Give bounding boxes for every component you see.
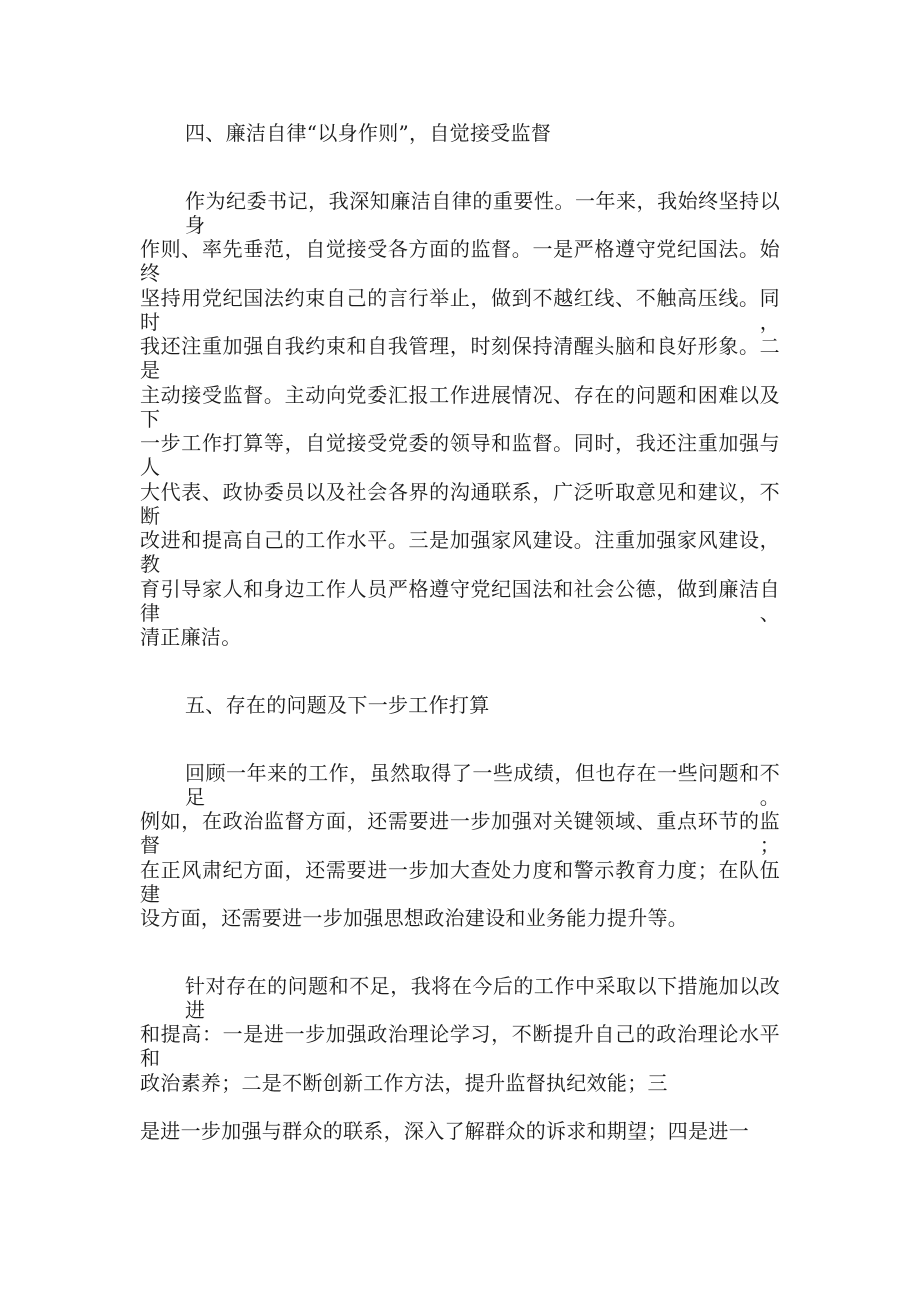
section-5-para-2-line-1: 针对存在的问题和不足，我将在今后的工作中采取以下措施加以改进 [185, 974, 780, 1022]
section-4-para-line-2: 作则、率先垂范，自觉接受各方面的监督。一是严格遵守党纪国法。始终 [140, 237, 780, 285]
section-5-para-2-line-3: 政治素养；二是不断创新工作方法，提升监督执纪效能；三 [140, 1071, 668, 1095]
section-4-para-line-3: 坚持用党纪国法约束自己的言行举止，做到不越红线、不触高压线。同时， [140, 286, 780, 334]
section-5-para-1-line-1: 回顾一年来的工作，虽然取得了一些成绩，但也存在一些问题和不足。 [185, 761, 780, 809]
section-5-para-2-line-2: 和提高：一是进一步加强政治理论学习，不断提升自己的政治理论水平和 [140, 1022, 780, 1070]
section-5-para-1-line-4: 设方面，还需要进一步加强思想政治建设和业务能力提升等。 [140, 906, 689, 930]
section-4-heading: 四、廉洁自律“以身作则”，自觉接受监督 [185, 121, 552, 145]
section-4-para-line-6: 一步工作打算等，自觉接受党委的领导和监督。同时，我还注重加强与人 [140, 431, 780, 479]
section-4-para-line-4: 我还注重加强自我约束和自我管理，时刻保持清醒头脑和良好形象。二是 [140, 334, 780, 382]
section-5-para-1-line-3: 在正风肃纪方面，还需要进一步加大查处力度和警示教育力度；在队伍建 [140, 858, 780, 906]
section-5-para-2-line-4: 是进一步加强与群众的联系，深入了解群众的诉求和期望；四是进一 [140, 1119, 749, 1143]
section-4-para-line-5: 主动接受监督。主动向党委汇报工作进展情况、存在的问题和困难以及下 [140, 383, 780, 431]
section-4-para-line-1: 作为纪委书记，我深知廉洁自律的重要性。一年来，我始终坚持以身 [185, 189, 780, 237]
section-4-para-line-8: 改进和提高自己的工作水平。三是加强家风建设。注重加强家风建设，教 [140, 528, 780, 576]
section-4-para-line-9: 育引导家人和身边工作人员严格遵守党纪国法和社会公德，做到廉洁自律、 [140, 577, 780, 625]
section-5-heading: 五、存在的问题及下一步工作打算 [185, 693, 490, 717]
section-5-para-1-line-2: 例如，在政治监督方面，还需要进一步加强对关键领域、重点环节的监督； [140, 809, 780, 857]
section-4-para-line-7: 大代表、政协委员以及社会各界的沟通联系，广泛听取意见和建议，不断 [140, 480, 780, 528]
section-4-para-line-10: 清正廉洁。 [140, 625, 242, 649]
